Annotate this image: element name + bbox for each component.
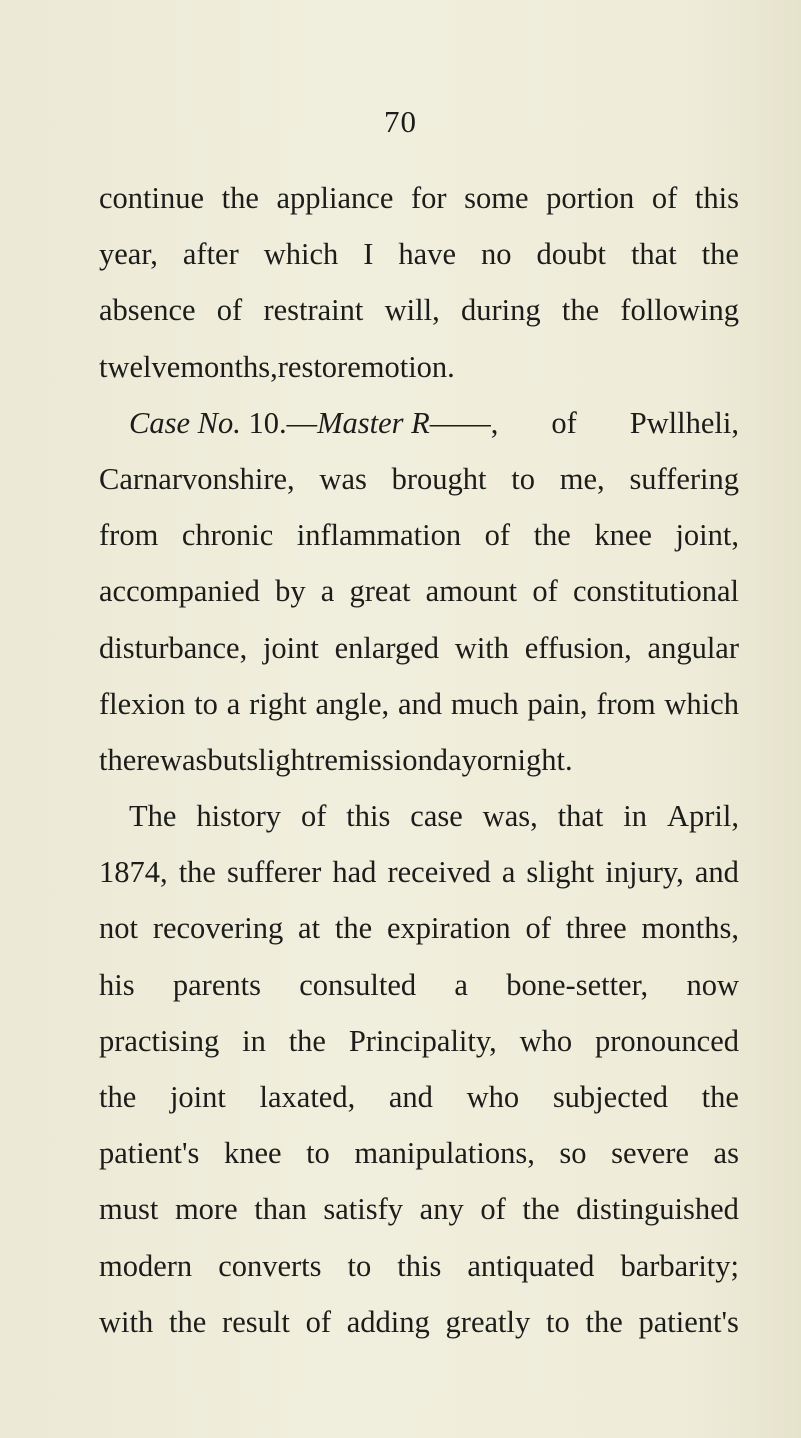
word: doubt: [536, 237, 606, 272]
word: and: [388, 1080, 433, 1114]
word: some: [464, 181, 529, 215]
word: barbarity;: [620, 1248, 739, 1283]
word: motion.: [360, 349, 455, 384]
word: bone-setter,: [506, 967, 649, 1002]
word: to: [194, 686, 218, 721]
text-line: [99, 1069, 739, 1125]
word: greatly: [445, 1304, 531, 1339]
word: had: [332, 855, 377, 890]
word: expiration: [386, 911, 511, 946]
word: with: [454, 630, 510, 665]
word: subjected: [552, 1080, 668, 1114]
word: to: [306, 1136, 330, 1171]
word: of: [480, 1192, 506, 1227]
word: of: [305, 1304, 331, 1339]
word: to: [347, 1248, 372, 1283]
word: was: [159, 742, 208, 777]
word: months,: [180, 349, 278, 384]
word: The: [129, 799, 177, 834]
word: restore: [277, 349, 361, 384]
text-line: [99, 339, 739, 395]
word: which: [664, 686, 739, 721]
word: with: [99, 1304, 154, 1339]
word: a: [226, 686, 241, 721]
word: satisfy: [323, 1192, 404, 1227]
word: continue: [99, 181, 205, 215]
word: laxated,: [259, 1080, 356, 1114]
word: right: [249, 686, 307, 721]
word: disturbance,: [99, 630, 248, 665]
word: much: [450, 686, 519, 721]
word: effusion,: [524, 630, 632, 665]
word: manipulations,: [354, 1136, 535, 1171]
word: brought: [391, 461, 487, 496]
word: months,: [641, 911, 739, 946]
word: severe: [611, 1136, 689, 1171]
word: accompanied: [99, 574, 260, 609]
text-line: [99, 1125, 739, 1181]
word: received: [387, 855, 491, 890]
text-line: [99, 1294, 739, 1350]
word: distinguished: [576, 1192, 739, 1227]
word: pronounced: [595, 1023, 739, 1058]
word: great: [349, 574, 411, 609]
word: the: [99, 1080, 137, 1114]
word: of: [216, 293, 243, 328]
word: appliance: [276, 181, 394, 215]
text: ——,: [429, 405, 499, 440]
text-line: [99, 1238, 739, 1294]
word: knee: [223, 1136, 282, 1171]
word: must: [99, 1192, 159, 1227]
word: in: [242, 1023, 266, 1058]
word: so: [559, 1136, 587, 1171]
word: pain,: [527, 686, 588, 721]
text-line: [99, 395, 739, 451]
text-line: [99, 732, 739, 788]
word: April,: [666, 799, 739, 834]
word: flexion: [99, 686, 186, 721]
word: day: [432, 742, 477, 777]
word: the: [585, 1304, 623, 1339]
word: angular: [647, 630, 739, 665]
word: this: [694, 181, 739, 215]
text-line: [99, 676, 739, 732]
text-line: [99, 900, 739, 956]
page-number: 70: [384, 104, 417, 139]
word: slight: [246, 742, 315, 777]
word: knee: [594, 518, 652, 553]
word: that: [630, 237, 677, 272]
word: injury,: [605, 855, 684, 890]
word: the: [221, 181, 259, 215]
word: who: [519, 1023, 573, 1058]
word: the: [334, 911, 373, 946]
word: patient's: [638, 1304, 739, 1339]
word: converts: [218, 1248, 322, 1283]
word: parents: [172, 967, 261, 1002]
word: from: [596, 686, 656, 721]
word: portion: [546, 181, 635, 215]
word: night.: [502, 742, 573, 777]
word: sufferer: [227, 855, 322, 890]
word: the: [701, 1080, 739, 1114]
word: restraint: [263, 293, 364, 328]
word: after: [182, 237, 239, 272]
word: joint,: [675, 518, 739, 553]
word: joint: [169, 1080, 226, 1114]
word: 1874,: [99, 855, 168, 890]
word: Principality,: [348, 1023, 497, 1058]
word: will,: [384, 293, 440, 328]
word: which: [263, 237, 339, 272]
text-line: [99, 507, 739, 563]
word: of: [651, 181, 678, 215]
word: any: [419, 1192, 464, 1227]
word: from: [99, 518, 159, 553]
word: and: [397, 686, 443, 721]
word: Pwllheli,: [629, 405, 739, 440]
word: history: [196, 799, 282, 834]
word: modern: [99, 1248, 193, 1283]
text-line: [99, 1181, 739, 1237]
text-line: [99, 620, 739, 676]
word: not: [99, 911, 138, 946]
word: the: [178, 855, 216, 890]
word: joint: [262, 630, 319, 665]
text-line: [99, 451, 739, 507]
word: antiquated: [467, 1248, 595, 1283]
word: suffering: [629, 461, 739, 496]
word: there: [99, 742, 160, 777]
word: was,: [482, 799, 538, 834]
word: remission: [314, 742, 433, 777]
text-line: [99, 1013, 739, 1069]
word: three: [565, 911, 627, 946]
word: following: [620, 293, 739, 328]
word: of: [300, 799, 327, 834]
word: consulted: [299, 967, 417, 1002]
word: than: [254, 1192, 307, 1227]
word: by: [275, 574, 306, 609]
word: and: [694, 855, 739, 890]
word: a: [320, 574, 335, 609]
text-line: [99, 282, 739, 338]
word: at: [298, 911, 321, 946]
word: to: [511, 461, 536, 496]
word: have: [398, 237, 456, 272]
word: practising: [99, 1023, 220, 1058]
word: of: [551, 405, 577, 440]
word: chronic: [181, 518, 274, 553]
word: during: [460, 293, 541, 328]
word: this: [346, 799, 391, 834]
word: me,: [559, 461, 605, 496]
word: angle,: [315, 686, 390, 721]
word: year,: [99, 237, 158, 272]
word: a: [454, 967, 468, 1002]
word: patient's: [99, 1136, 200, 1171]
word: or: [476, 742, 503, 777]
word: his: [99, 967, 135, 1002]
word: inflammation: [296, 518, 462, 553]
text-line: [99, 170, 739, 226]
text: 10.—: [240, 405, 318, 440]
word: Carnarvonshire,: [99, 461, 295, 496]
word: twelve: [99, 349, 181, 384]
word: to: [545, 1304, 570, 1339]
word: now: [686, 967, 739, 1002]
word: a: [501, 855, 516, 890]
word: as: [713, 1136, 739, 1171]
word: no: [480, 237, 512, 272]
body-text: [99, 170, 739, 1350]
word: result: [222, 1304, 290, 1339]
italic-text: Case No.: [129, 405, 241, 440]
word: more: [174, 1192, 238, 1227]
text-line: [99, 226, 739, 282]
word: amount: [425, 574, 518, 609]
word: recovering: [152, 911, 284, 946]
word: this: [397, 1248, 442, 1283]
word: [129, 395, 498, 451]
text-line: [99, 957, 739, 1013]
word: adding: [346, 1304, 430, 1339]
word: that: [557, 799, 604, 834]
word: constitutional: [572, 574, 739, 609]
word: enlarged: [334, 630, 440, 665]
word: of: [532, 574, 558, 609]
text-line: [99, 788, 739, 844]
text-line: [99, 563, 739, 619]
word: for: [410, 181, 447, 215]
word: I: [363, 237, 374, 272]
word: in: [623, 799, 648, 834]
word: the: [288, 1023, 326, 1058]
word: who: [466, 1080, 520, 1114]
italic-text: Master R: [317, 405, 430, 440]
word: the: [522, 1192, 560, 1227]
word: was: [319, 461, 367, 496]
word: the: [169, 1304, 207, 1339]
word: of: [525, 911, 551, 946]
word: slight: [526, 855, 595, 890]
word: the: [701, 237, 739, 272]
text-line: [99, 844, 739, 900]
word: the: [561, 293, 600, 328]
word: absence: [99, 293, 196, 328]
word: the: [533, 518, 571, 553]
word: case: [410, 799, 463, 834]
word: of: [484, 518, 511, 553]
word: but: [207, 742, 247, 777]
